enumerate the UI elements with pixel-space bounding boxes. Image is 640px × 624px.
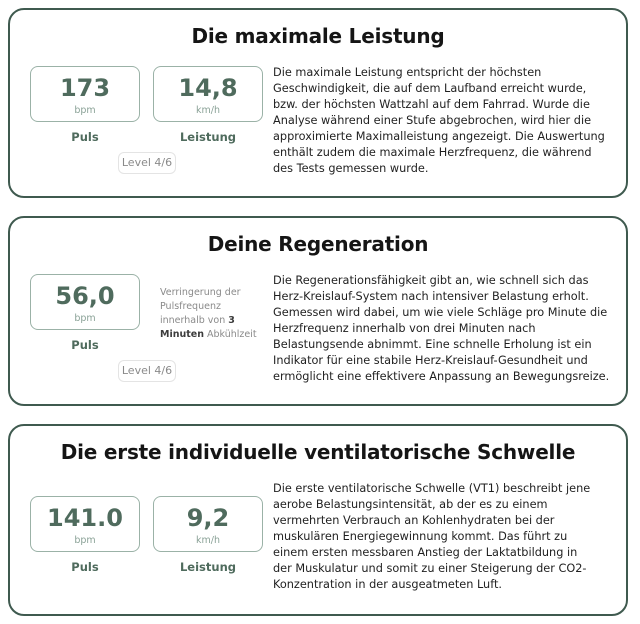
section-description: Die Regenerationsfähigkeit gibt an, wie schnell sich das Herz-Kreislauf-System nach intensiver Belastung erholt. Gemessen wird dabei, um wie viele Schläge pro Minute die Herzfrequenz innerhalb von drei Minuten nach Belastungsende abnimmt. Eine schnelle Erholung ist ein Indikator für eine stabile Herz-Kreislauf-Gesundheit und ermöglicht eine effektivere Anpassung an Bewegungsreize. xyxy=(273,274,610,383)
speed-unit: km/h xyxy=(196,105,220,116)
pulse-unit: bpm xyxy=(74,105,96,116)
pulse-stat-box xyxy=(30,66,140,122)
pulse-unit: bpm xyxy=(74,313,96,324)
note-duration: 3 Minuten xyxy=(160,315,235,340)
note-prefix: Verringerung der Pulsfrequenz innerhalb von xyxy=(160,287,241,326)
pulse-stat-box xyxy=(30,496,140,552)
speed-unit: km/h xyxy=(196,535,220,546)
pulse-stat-box xyxy=(30,274,140,330)
max-performance-card xyxy=(8,8,628,198)
speed-value: 14,8 xyxy=(178,74,238,102)
speed-stat-box xyxy=(153,66,263,122)
card-title: Deine Regeneration xyxy=(207,232,429,256)
pulse-unit: bpm xyxy=(74,535,96,546)
pulse-value: 56,0 xyxy=(55,282,115,310)
speed-label: Leistung xyxy=(179,130,237,144)
pulse-value: 141.0 xyxy=(47,504,123,532)
regeneration-note xyxy=(160,286,260,342)
note-suffix: Abkühlzeit xyxy=(203,329,257,340)
regeneration-card xyxy=(8,216,628,406)
ventilatory-threshold-card xyxy=(8,424,628,616)
pulse-value: 173 xyxy=(59,74,111,102)
pulse-label: Puls xyxy=(71,130,99,144)
section-description: Die maximale Leistung entspricht der höchsten Geschwindigkeit, die auf dem Laufband erreicht wurde, bzw. der höchsten Wattzahl auf dem Fahrrad. Wurde die Analyse während einer Stufe abgebrochen, wird hier die approximierte Maximalleistung angezeigt. Die Auswertung enthält zudem die maximale Herzfrequenz, die während des Tests gemessen wurde. xyxy=(273,66,605,175)
level-badge: Level 4/6 xyxy=(118,360,176,382)
speed-label: Leistung xyxy=(179,560,237,574)
section-description: Die erste ventilatorische Schwelle (VT1) beschreibt jene aerobe Belastungsintensität, ab der es zu einem vermehrten Verbrauch an Kohlenhydraten bei der muskulären Energiegewinnung kommt. Das führt zu einem ersten messbaren Anstieg der Laktatbildung in der Muskulatur und somit zu einer Steigerung der CO2-Konzentration in der ausgeatmeten Luft. xyxy=(273,482,591,591)
speed-value: 9,2 xyxy=(186,504,230,532)
card-title: Die maximale Leistung xyxy=(191,24,445,48)
pulse-label: Puls xyxy=(71,560,99,574)
speed-stat-box xyxy=(153,496,263,552)
level-badge: Level 4/6 xyxy=(118,152,176,174)
card-title: Die erste individuelle ventilatorische Schwelle xyxy=(60,440,576,464)
pulse-label: Puls xyxy=(71,338,99,352)
